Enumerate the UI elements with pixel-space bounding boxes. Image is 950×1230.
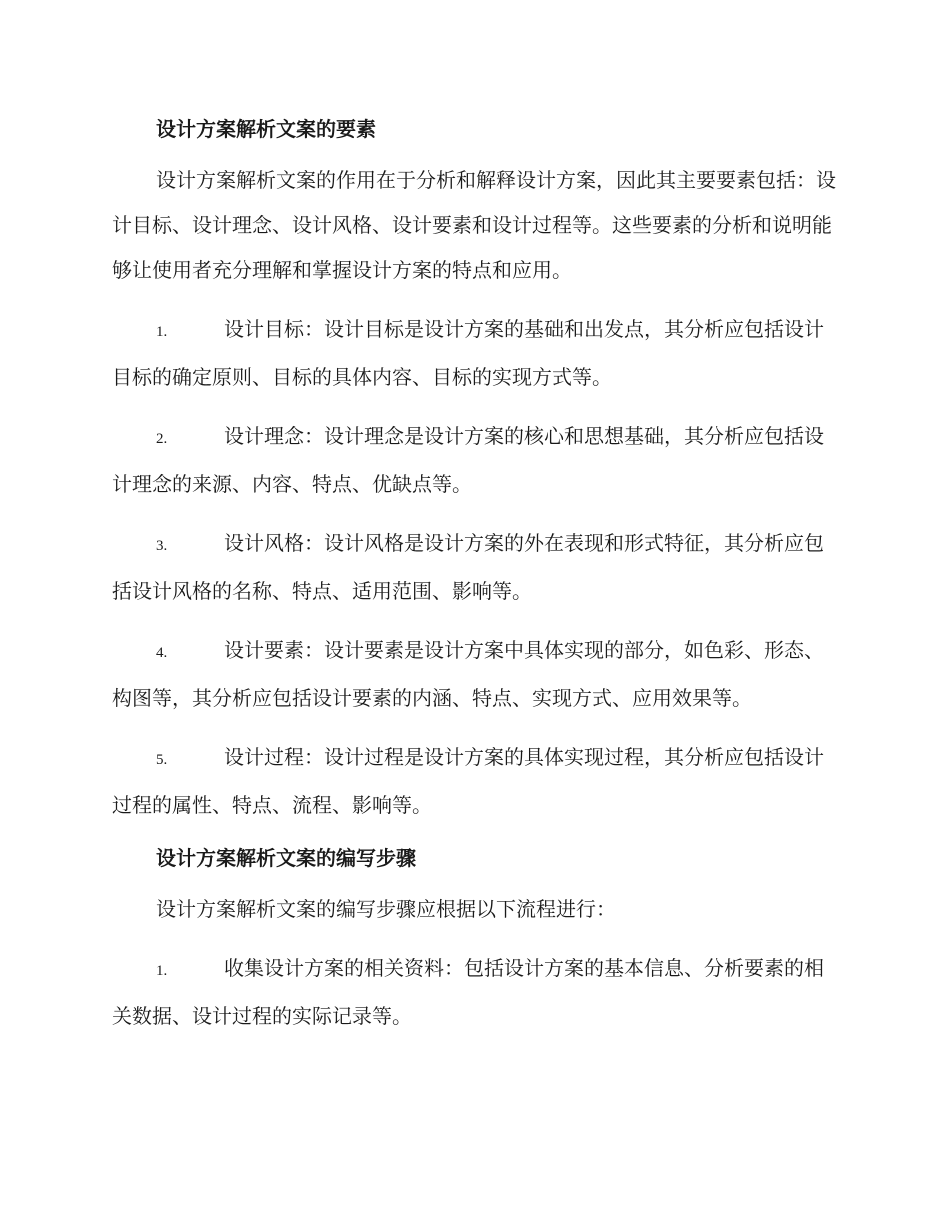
list-number: 1.: [156, 324, 168, 340]
list-item-text: 设计理念：设计理念是设计方案的核心和思想基础，其分析应包括设计理念的来源、内容、特点、优缺点等。: [112, 424, 824, 496]
list-number: 3.: [156, 538, 168, 554]
list-item-text: 设计风格：设计风格是设计方案的外在表现和形式特征，其分析应包括设计风格的名称、特点、适用范围、影响等。: [112, 531, 824, 603]
list-item-text: 收集设计方案的相关资料：包括设计方案的基本信息、分析要素的相关数据、设计过程的实际记录等。: [112, 956, 824, 1028]
list-item-text: 设计过程：设计过程是设计方案的具体实现过程，其分析应包括设计过程的属性、特点、流程、影响等。: [112, 745, 824, 817]
list-item: [112, 946, 838, 1039]
list-item: [112, 414, 838, 507]
list-number: 1.: [156, 963, 168, 979]
list-item: [112, 628, 838, 721]
section-heading-steps: 设计方案解析文案的编写步骤: [156, 846, 416, 870]
list-item: [112, 521, 838, 614]
list-item-text: 设计要素：设计要素是设计方案中具体实现的部分，如色彩、形态、构图等，其分析应包括设计要素的内涵、特点、实现方式、应用效果等。: [112, 638, 824, 710]
section-intro-elements: 设计方案解析文案的作用在于分析和解释设计方案，因此其主要要素包括：设计目标、设计理念、设计风格、设计要素和设计过程等。这些要素的分析和说明能够让使用者充分理解和掌握设计方案的特点和应用。: [112, 168, 836, 282]
list-number: 2.: [156, 431, 168, 447]
list-number: 5.: [156, 752, 168, 768]
list-item-text: 设计目标：设计目标是设计方案的基础和出发点，其分析应包括设计目标的确定原则、目标的具体内容、目标的实现方式等。: [112, 317, 824, 389]
section-heading-elements: 设计方案解析文案的要素: [156, 117, 376, 141]
list-item: [112, 735, 838, 828]
section-intro-steps: 设计方案解析文案的编写步骤应根据以下流程进行：: [156, 897, 616, 921]
list-number: 4.: [156, 645, 168, 661]
list-item: [112, 307, 838, 400]
